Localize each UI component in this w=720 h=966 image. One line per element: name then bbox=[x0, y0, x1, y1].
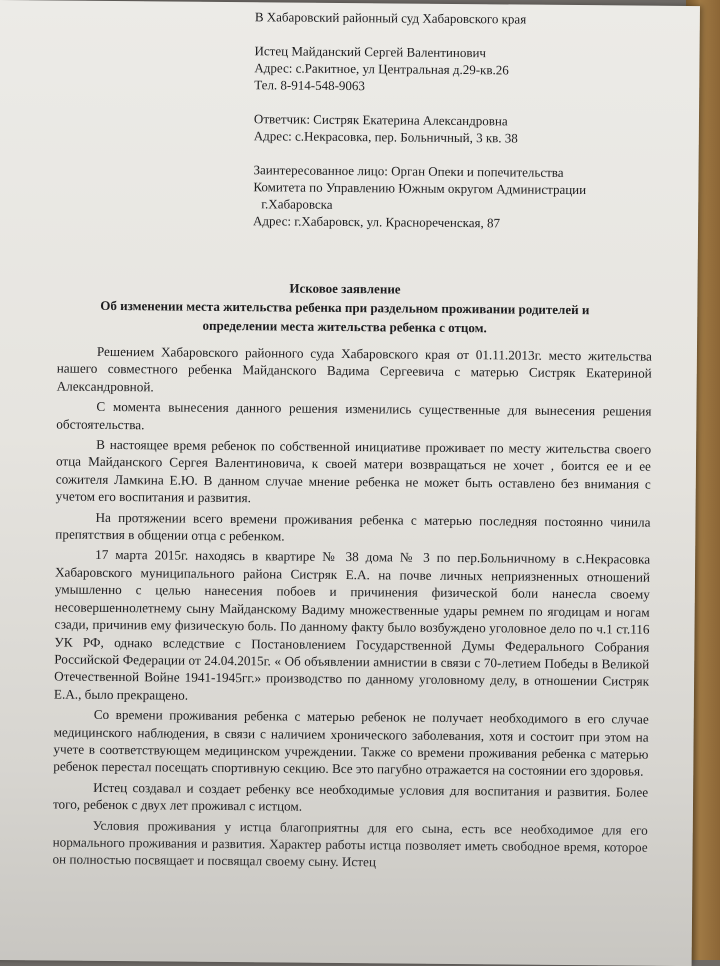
court-name: В Хабаровский районный суд Хабаровского края bbox=[254, 9, 527, 27]
paragraph-7: Истец создавал и создает ребенку все необходимые условия для воспитания и развития. Более того, ребенок с двух лет проживал с истцом. bbox=[52, 779, 649, 814]
defendant-name: Ответчик: Систряк Екатерина Александровна bbox=[253, 111, 508, 129]
paragraph-8: Условия проживания у истца благоприятны для его сына, есть все необходимое для его нормального проживания и развития. Характер работы истца позволяет иметь свободное время, которое он полностью посвящает и посвящал своему сыну. Истец bbox=[52, 817, 648, 870]
plaintiff-phone: Тел. 8-914-548-9063 bbox=[254, 77, 366, 94]
interested-party-block bbox=[253, 161, 694, 233]
paragraph-6: Со времени проживания ребенка с матерью ребенок не получает необходимого в его случае медицинского наблюдения, в связи с наличием хронического заболевания, хотя и состоит при этом на учете в соответствующем медицинском учреждении. Также со времени проживания ребенка с матерью ребенок перестал посещать спортивную секцию. Все это пагубно отражается на состоянии его здоровья. bbox=[53, 706, 649, 779]
interested-party-line3: г.Хабаровска bbox=[261, 196, 333, 212]
document-body bbox=[52, 343, 652, 877]
paragraph-3: В настоящее время ребенок по собственной инициативе проживает по месту жительства своего отца Майданского Сергея Валентиновича, к своей матери возвращаться не хочет , боится ее и ее сожителя Ламкина Е.Ю. В данном случае мнение ребенка не может быть оставлено без внимания с учетом его воспитания и развития. bbox=[55, 436, 652, 506]
plaintiff-address: Адрес: с.Ракитное, ул Центральная д.29-кв.26 bbox=[254, 60, 509, 78]
interested-party-address: Адрес: г.Хабаровск, ул. Краснореченская, 87 bbox=[253, 213, 501, 231]
title-line-1: Исковое заявление bbox=[289, 280, 401, 297]
plaintiff-block bbox=[254, 42, 694, 97]
paragraph-2: С момента вынесения данного решения изменились существенные для вынесения решения обстоятельства. bbox=[56, 399, 652, 432]
paragraph-4: На протяжении всего времени проживания ребенка с матерью последняя постоянно чинила препятствия в общении отца с ребенком. bbox=[55, 509, 651, 544]
defendant-block bbox=[254, 110, 694, 148]
document-header bbox=[253, 8, 695, 250]
title-line-2: Об изменении места жительства ребенка при раздельном проживании родителей и bbox=[100, 297, 590, 318]
defendant-address: Адрес: с.Некрасовка, пер. Больничный, 3 кв. 38 bbox=[253, 128, 518, 146]
paragraph-1: Решением Хабаровского районного суда Хабаровского края от 01.11.2013г. место жительства нашего совместного ребенка Майданского Вадима Сергеевича с матерью Систряк Екатериной Александровной. bbox=[56, 343, 652, 395]
paragraph-5: 17 марта 2015г. находясь в квартире № 38 дома № 3 по пер.Больничному в с.Некрасовка Хабаровского муниципального района Систряк Е.А. на почве личных неприязненных отношений умышленно с целью нанесения побоев и причинения физической боли нанесла своему несовершеннолетнему сыну Майданскому Вадиму множественные удары ремнем по ягодицам и ногам сзади, причинив ему физическую боль. По данному факту было возбуждено уголовное дело по ч.1 ст.116 УК РФ, однако вследствие с Постановлением Государственной Думы Федерального Собрания Российской Федерации от 24.04.2015г. « Об объявлении амнистии в связи с 70-летием Победы в Великой Отечественной Войне 1941-1945гг.» производство по данному уголовному делу, в отношении Систряк Е.А., было прекращено. bbox=[53, 547, 651, 703]
interested-party-line2: Комитета по Управлению Южным округом Администрации bbox=[253, 179, 587, 198]
plaintiff-name: Истец Майданский Сергей Валентинович bbox=[254, 43, 487, 61]
interested-party-line1: Заинтересованное лицо: Орган Опеки и попечительства bbox=[253, 162, 564, 180]
document-title bbox=[37, 276, 652, 338]
title-line-3: определении места жительства ребенка с отцом. bbox=[202, 317, 487, 336]
